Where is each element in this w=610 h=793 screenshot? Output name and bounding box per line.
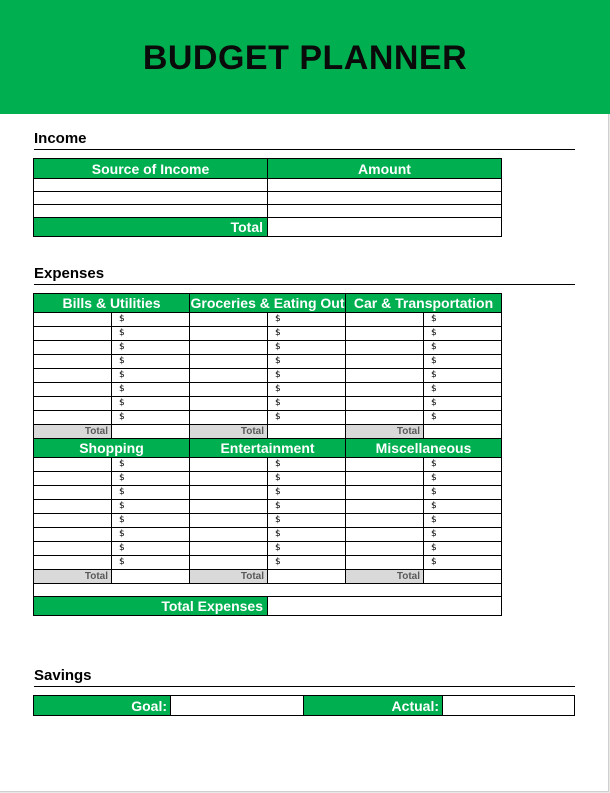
table-row — [34, 383, 502, 397]
table-row — [34, 570, 502, 584]
expense-amount-cell[interactable]: $ — [424, 514, 502, 528]
expense-item-cell[interactable] — [346, 313, 424, 327]
table-row — [34, 179, 502, 192]
expense-total-label: Total — [346, 425, 424, 439]
expense-category-header: Groceries & Eating Out — [190, 295, 345, 311]
table-row — [34, 341, 502, 355]
expense-amount-cell[interactable]: $ — [112, 355, 190, 369]
table-row — [34, 556, 502, 570]
expense-amount-cell[interactable]: $ — [268, 486, 346, 500]
expense-item-cell[interactable] — [346, 542, 424, 556]
expense-item-cell[interactable] — [34, 514, 112, 528]
expense-amount-cell[interactable]: $ — [268, 528, 346, 542]
expense-item-cell[interactable] — [346, 341, 424, 355]
expense-amount-cell[interactable]: $ — [424, 458, 502, 472]
expense-item-cell[interactable] — [190, 542, 268, 556]
expense-amount-cell[interactable]: $ — [268, 458, 346, 472]
expense-item-cell[interactable] — [34, 472, 112, 486]
income-amount-cell[interactable] — [268, 179, 502, 192]
expenses-table — [33, 293, 502, 616]
expense-amount-cell[interactable]: $ — [112, 472, 190, 486]
table-row — [34, 313, 502, 327]
expense-item-cell[interactable] — [346, 355, 424, 369]
expense-amount-cell[interactable]: $ — [424, 556, 502, 570]
expense-item-cell[interactable] — [34, 458, 112, 472]
expense-amount-cell[interactable]: $ — [268, 556, 346, 570]
expense-amount-cell[interactable]: $ — [268, 341, 346, 355]
expense-total-cell[interactable] — [424, 425, 502, 439]
income-source-cell[interactable] — [34, 179, 268, 192]
expense-item-cell[interactable] — [34, 327, 112, 341]
expense-item-cell[interactable] — [34, 500, 112, 514]
expense-amount-cell[interactable]: $ — [424, 383, 502, 397]
expense-amount-cell[interactable]: $ — [112, 486, 190, 500]
expense-amount-cell[interactable]: $ — [424, 486, 502, 500]
table-row — [34, 458, 502, 472]
expense-amount-cell[interactable]: $ — [424, 472, 502, 486]
expense-amount-cell[interactable]: $ — [424, 355, 502, 369]
expense-item-cell[interactable] — [190, 528, 268, 542]
expense-amount-cell[interactable]: $ — [424, 369, 502, 383]
expense-amount-cell[interactable]: $ — [268, 313, 346, 327]
expense-category-header: Bills & Utilities — [34, 294, 190, 313]
expense-amount-cell[interactable]: $ — [268, 369, 346, 383]
table-row — [34, 327, 502, 341]
expense-total-label: Total — [34, 570, 112, 584]
expense-amount-cell[interactable]: $ — [424, 313, 502, 327]
expense-category-header: Miscellaneous — [346, 439, 502, 458]
expense-amount-cell[interactable]: $ — [268, 327, 346, 341]
expense-item-cell[interactable] — [346, 472, 424, 486]
expense-amount-cell[interactable]: $ — [424, 411, 502, 425]
expense-item-cell[interactable] — [346, 383, 424, 397]
expense-amount-cell[interactable]: $ — [112, 458, 190, 472]
expense-total-label: Total — [346, 570, 424, 584]
expense-category-header: Entertainment — [190, 439, 346, 458]
expense-amount-cell[interactable]: $ — [112, 341, 190, 355]
expense-total-cell[interactable] — [424, 570, 502, 584]
income-source-cell[interactable] — [34, 192, 268, 205]
title-banner — [0, 0, 610, 114]
expense-item-cell[interactable] — [190, 514, 268, 528]
table-row — [34, 542, 502, 556]
table-row — [34, 411, 502, 425]
table-row — [34, 355, 502, 369]
expense-amount-cell[interactable]: $ — [112, 500, 190, 514]
expense-amount-cell[interactable]: $ — [112, 528, 190, 542]
expense-item-cell[interactable] — [346, 397, 424, 411]
table-row — [34, 192, 502, 205]
expense-item-cell[interactable] — [190, 341, 268, 355]
total-expenses-label: Total Expenses — [34, 597, 268, 616]
expense-item-cell[interactable] — [190, 327, 268, 341]
expense-item-cell[interactable] — [34, 486, 112, 500]
expense-amount-cell[interactable]: $ — [112, 542, 190, 556]
expense-amount-cell[interactable]: $ — [424, 327, 502, 341]
income-amount-cell[interactable] — [268, 192, 502, 205]
expense-amount-cell[interactable]: $ — [112, 383, 190, 397]
expense-amount-cell[interactable]: $ — [424, 542, 502, 556]
expense-amount-cell[interactable]: $ — [424, 500, 502, 514]
table-row — [34, 528, 502, 542]
income-total-cell[interactable] — [268, 218, 502, 237]
expense-item-cell[interactable] — [190, 369, 268, 383]
expense-amount-cell[interactable]: $ — [268, 411, 346, 425]
table-row — [34, 597, 502, 616]
expense-item-cell[interactable] — [346, 369, 424, 383]
table-row — [34, 514, 502, 528]
expense-amount-cell[interactable]: $ — [268, 355, 346, 369]
income-source-cell[interactable] — [34, 205, 268, 218]
table-row — [34, 472, 502, 486]
expense-amount-cell[interactable]: $ — [424, 341, 502, 355]
expense-item-cell[interactable] — [346, 411, 424, 425]
expense-item-cell[interactable] — [34, 397, 112, 411]
expense-item-cell[interactable] — [34, 411, 112, 425]
expense-item-cell[interactable] — [190, 500, 268, 514]
expense-item-cell[interactable] — [190, 383, 268, 397]
savings-goal-label: Goal: — [34, 696, 171, 716]
expense-spacer-cell — [34, 584, 502, 597]
expense-item-cell[interactable] — [346, 528, 424, 542]
income-source-header: Source of Income — [34, 159, 268, 179]
table-row — [34, 486, 502, 500]
expense-item-cell[interactable] — [346, 327, 424, 341]
expense-item-cell[interactable] — [346, 556, 424, 570]
expense-item-cell[interactable] — [190, 472, 268, 486]
expense-item-cell[interactable] — [34, 369, 112, 383]
expense-amount-cell[interactable]: $ — [268, 542, 346, 556]
expense-item-cell[interactable] — [34, 355, 112, 369]
expense-item-cell[interactable] — [34, 383, 112, 397]
expense-amount-cell[interactable]: $ — [112, 411, 190, 425]
expense-total-label: Total — [34, 425, 112, 439]
table-row — [34, 584, 502, 597]
savings-section-title: Savings — [34, 667, 575, 687]
expense-amount-cell[interactable]: $ — [268, 397, 346, 411]
expense-total-label: Total — [190, 425, 268, 439]
total-expenses-cell[interactable] — [268, 597, 502, 616]
expense-item-cell[interactable] — [190, 458, 268, 472]
expense-amount-cell[interactable]: $ — [424, 528, 502, 542]
savings-actual-label: Actual: — [304, 696, 443, 716]
expense-total-label: Total — [190, 570, 268, 584]
table-row — [34, 439, 502, 458]
income-amount-cell[interactable] — [268, 205, 502, 218]
expense-item-cell[interactable] — [190, 411, 268, 425]
expense-amount-cell[interactable]: $ — [424, 397, 502, 411]
income-table — [33, 158, 502, 237]
expense-item-cell[interactable] — [34, 542, 112, 556]
expense-amount-cell[interactable]: $ — [112, 556, 190, 570]
table-row — [34, 500, 502, 514]
expense-amount-cell[interactable]: $ — [268, 383, 346, 397]
expense-item-cell[interactable] — [34, 528, 112, 542]
table-row — [34, 397, 502, 411]
income-section-title: Income — [34, 130, 575, 150]
expense-amount-cell[interactable]: $ — [112, 514, 190, 528]
expense-item-cell[interactable] — [34, 556, 112, 570]
expense-item-cell[interactable] — [190, 486, 268, 500]
page-title: BUDGET PLANNER — [142, 38, 468, 77]
expense-category-header: Car & Transportation — [346, 294, 502, 313]
expense-category-header: Shopping — [34, 439, 190, 458]
expense-item-cell[interactable] — [190, 397, 268, 411]
table-row — [34, 369, 502, 383]
expense-item-cell[interactable] — [346, 500, 424, 514]
expense-item-cell[interactable] — [346, 486, 424, 500]
expense-total-cell[interactable] — [112, 570, 190, 584]
expense-item-cell[interactable] — [190, 355, 268, 369]
expense-total-cell[interactable] — [112, 425, 190, 439]
expense-item-cell[interactable] — [346, 458, 424, 472]
savings-goal-input[interactable] — [171, 696, 304, 716]
expense-amount-cell[interactable]: $ — [268, 472, 346, 486]
expense-item-cell[interactable] — [34, 341, 112, 355]
income-total-label: Total — [34, 218, 268, 237]
income-amount-header: Amount — [268, 159, 502, 179]
expenses-section-title: Expenses — [34, 265, 575, 285]
table-row — [34, 294, 502, 313]
expense-total-cell[interactable] — [268, 425, 346, 439]
table-row — [34, 425, 502, 439]
expense-total-cell[interactable] — [268, 570, 346, 584]
expense-item-cell[interactable] — [346, 514, 424, 528]
expense-amount-cell[interactable]: $ — [112, 327, 190, 341]
expense-amount-cell[interactable]: $ — [112, 313, 190, 327]
expense-amount-cell[interactable]: $ — [112, 397, 190, 411]
savings-table — [33, 695, 575, 716]
expense-item-cell[interactable] — [190, 313, 268, 327]
expense-item-cell[interactable] — [190, 556, 268, 570]
expense-amount-cell[interactable]: $ — [268, 514, 346, 528]
expense-item-cell[interactable] — [34, 313, 112, 327]
savings-actual-input[interactable] — [443, 696, 575, 716]
expense-amount-cell[interactable]: $ — [112, 369, 190, 383]
expense-amount-cell[interactable]: $ — [268, 500, 346, 514]
table-row — [34, 205, 502, 218]
